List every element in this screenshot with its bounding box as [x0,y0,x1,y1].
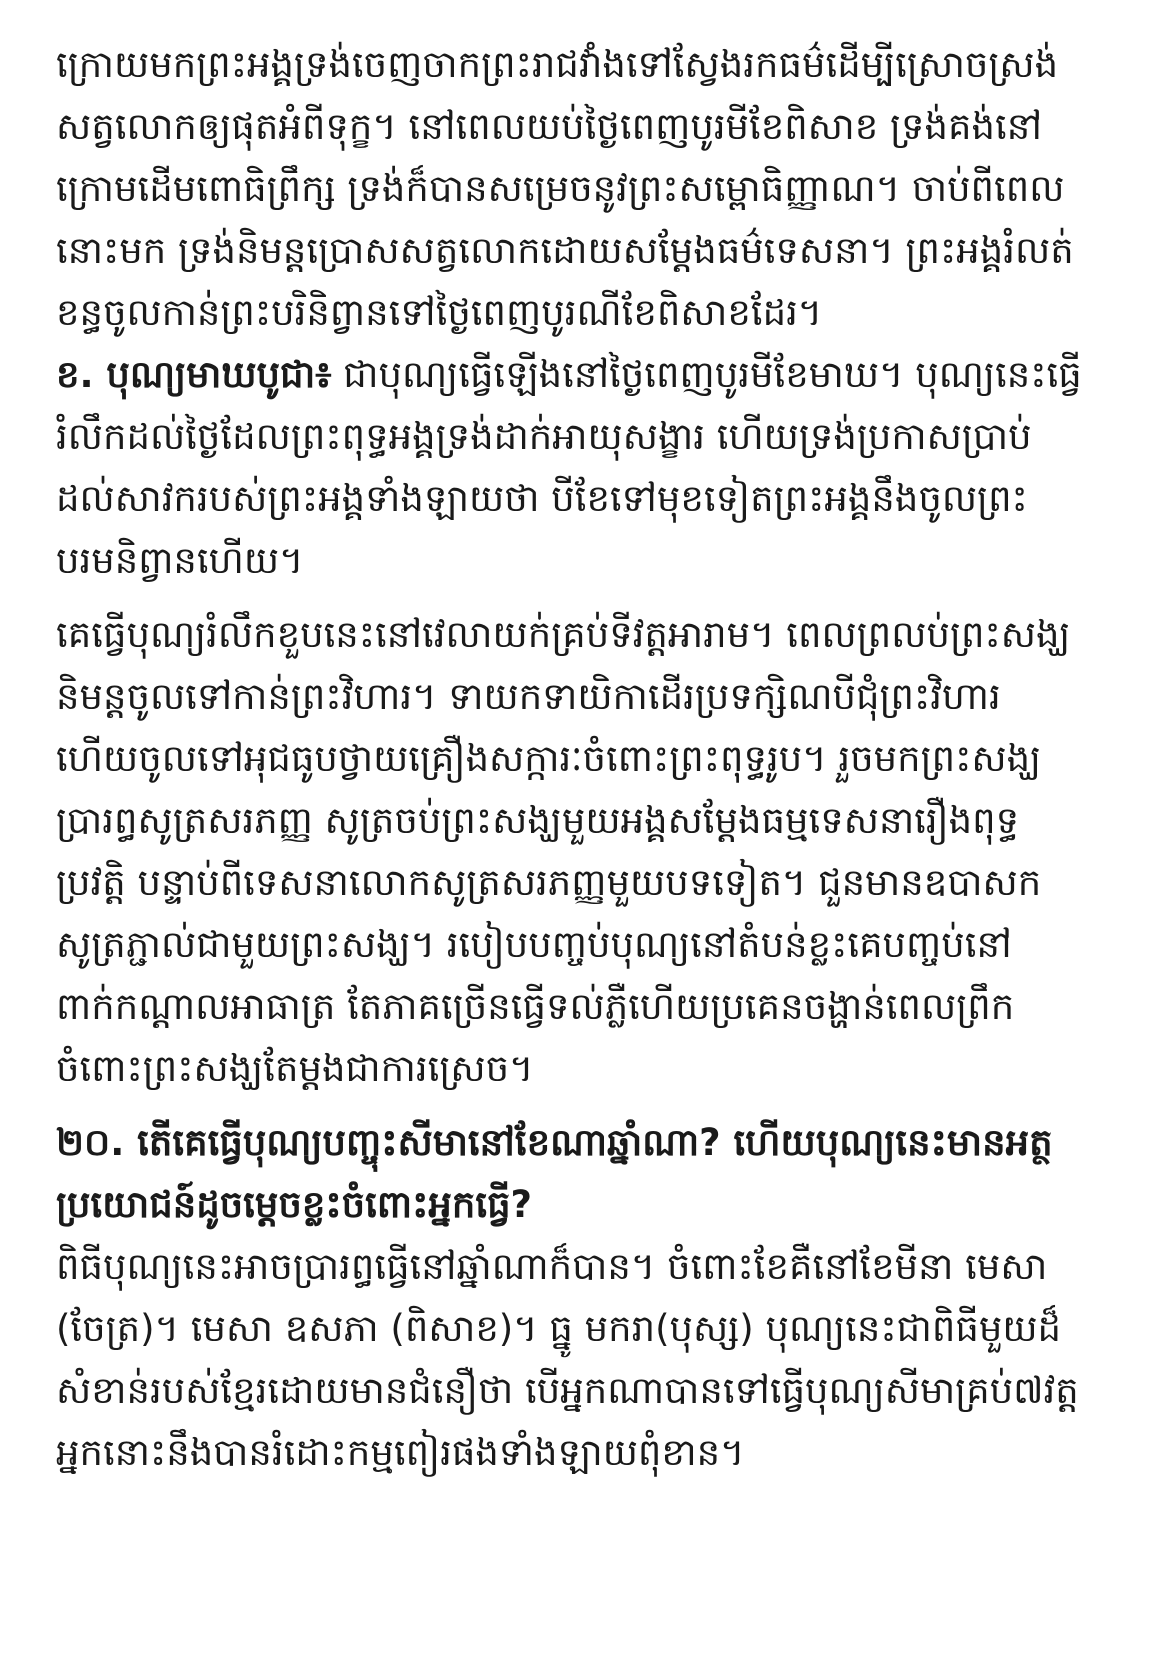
paragraph-ceremony-details [56,604,1110,1100]
text-line: ពាក់កណ្តាលអាធាត្រ តែភាគច្រើនធ្វើទល់ភ្លឺហើយប្រគេនចង្ហាន់ពេលព្រឹក [56,985,1015,1028]
question-line: ប្រយោជន៍ដូចម្តេចខ្លះចំពោះអ្នកធ្វើ? [56,1183,533,1226]
text-line: (ចែត្រ)។ មេសា ឧសភា (ពិសាខ)។ ធ្នូ មករា(បុស្ស) បុណ្យនេះជាពិធីមួយដ៏ [56,1307,1062,1350]
text-line: សូត្រភ្ជាល់ជាមួយព្រះសង្ឃ។ របៀបបញ្ចប់បុណ្យនៅតំបន់ខ្លះគេបញ្ចប់នៅ [56,923,1012,966]
answer-paragraph [56,1236,1110,1484]
text-line: ពិធីបុណ្យនេះអាចប្រារព្ធធ្វើនៅឆ្នាំណាក៏បាន។ ចំពោះខែគឺនៅខែមីនា មេសា [56,1245,1048,1288]
text-line: ចំពោះព្រះសង្ឃតែម្តងជាការស្រេច។ [56,1047,534,1090]
text-line: នោះមក ទ្រង់និមន្តប្រោសសត្វលោកដោយសម្តែងធម៌ទេសនា។ ព្រះអង្គរំលត់ [56,229,1074,272]
text-line: និមន្តចូលទៅកាន់ព្រះវិហារ។ ទាយកទាយិកាដើរប្រទក្សិណបីជុំព្រះវិហារ [56,675,1001,718]
text-line: ក្រោមដើមពោធិព្រឹក្ស ទ្រង់ក៏បានសម្រេចនូវព្រះសម្ពោធិញ្ញាណ។ ចាប់ពីពេល [56,167,1065,210]
paragraph-meak-bochea [56,344,1110,592]
paragraph-spacer [56,1100,1110,1112]
section-lead-label: ខ. បុណ្យមាឃបូជា៖ [56,353,332,396]
paragraph-buddha-life [56,34,1110,344]
text-line: ដល់សាវករបស់ព្រះអង្គទាំងឡាយថា បីខែទៅមុខទៀតព្រះអង្គនឹងចូលព្រះ [56,477,1028,520]
text-run: ជាបុណ្យធ្វើឡើងនៅថ្ងៃពេញបូរមីខែមាឃ។ បុណ្យនេះធ្វើ [331,353,1082,396]
text-line: សំខាន់របស់ខ្មែរដោយមានជំនឿថា បើអ្នកណាបានទៅធ្វើបុណ្យសីមាគ្រប់៧វត្ត [56,1369,1079,1412]
question-heading [56,1112,1110,1236]
text-line: ប្រវត្តិ បន្ទាប់ពីទេសនាលោកសូត្រសរភញ្ញមួយបទទៀត។ ជួនមានឧបាសក [56,861,1042,904]
paragraph-spacer [56,592,1110,604]
text-line: រំលឹកដល់ថ្ងៃដែលព្រះពុទ្ធអង្គទ្រង់ដាក់អាយុសង្ខារ ហើយទ្រង់ប្រកាសប្រាប់ [56,415,1032,458]
text-line: អ្នកនោះនឹងបានរំដោះកម្មពៀរផងទាំងឡាយពុំខាន។ [56,1431,745,1474]
text-line: ក្រោយមកព្រះអង្គទ្រង់ចេញចាកព្រះរាជវាំងទៅស្វែងរកធម៌ដើម្បីស្រោចស្រង់ [56,43,1059,86]
text-line: ខន្ធចូលកាន់ព្រះបរិនិព្វានទៅថ្ងៃពេញបូរណីខែពិសាខដែរ។ [56,291,823,334]
text-line: គេធ្វើបុណ្យរំលឹកខួបនេះនៅវេលាយក់គ្រប់ទីវត្តអារាម។ ពេលព្រលប់ព្រះសង្ឃ [56,613,1071,656]
text-line: ហើយចូលទៅអុជធូបថ្វាយគ្រឿងសក្ការៈចំពោះព្រះពុទ្ធរូប។ រួចមកព្រះសង្ឃ [56,737,1042,780]
text-line: បរមនិព្វានហើយ។ [56,539,304,582]
text-line: សត្វលោកឲ្យផុតអំពីទុក្ខ។ នៅពេលយប់ថ្ងៃពេញបូរមីខែពិសាខ ទ្រង់គង់នៅ [56,105,1042,148]
question-line: ២០. តើគេធ្វើបុណ្យបញ្ចុះសីមានៅខែណាឆ្នាំណា? ហើយបុណ្យនេះមានអត្ថ [56,1121,1053,1164]
text-line-with-lead [56,344,1110,406]
text-line: ប្រារព្ធសូត្រសរភញ្ញ សូត្រចប់ព្រះសង្ឃមួយអង្គសម្តែងធម្មទេសនារឿងពុទ្ធ [56,799,1020,842]
